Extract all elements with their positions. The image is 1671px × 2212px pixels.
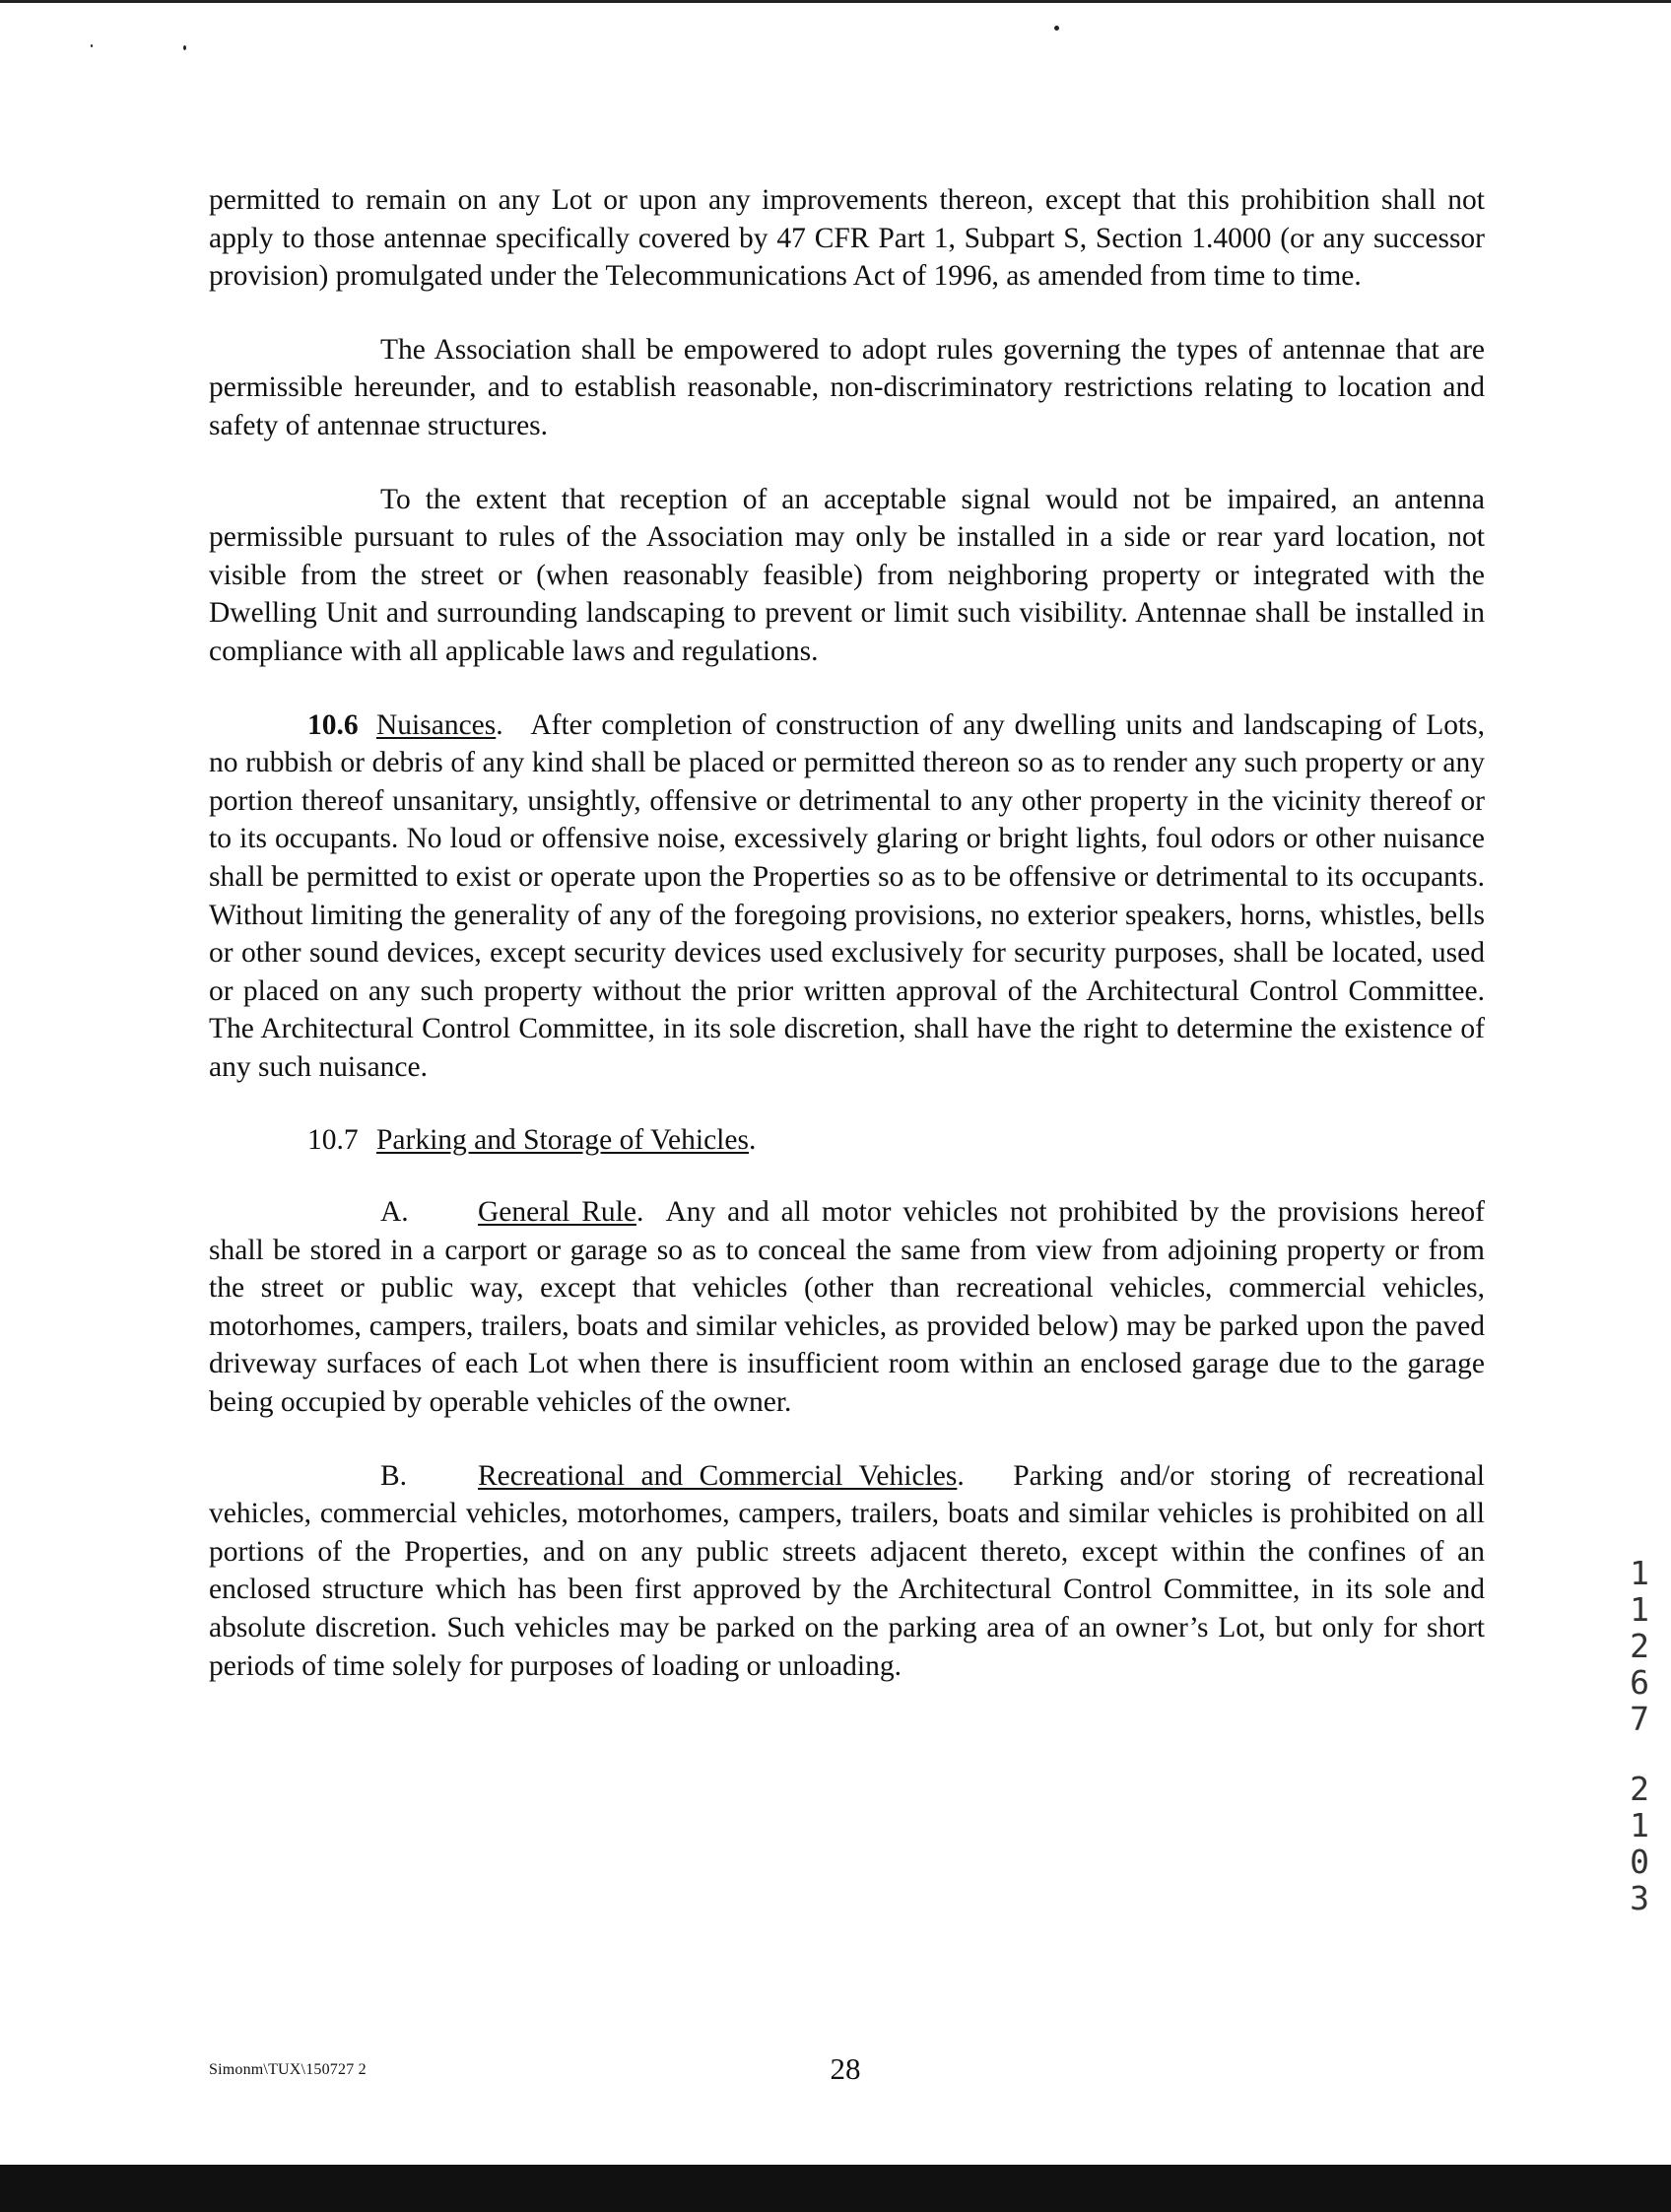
stamp-digit: 1 — [1630, 1806, 1649, 1844]
stamp-digit: 1 — [1630, 1554, 1649, 1592]
side-stamp-number — [1620, 1555, 1659, 1916]
stamp-digit: 3 — [1630, 1879, 1649, 1917]
stamp-digit: 7 — [1630, 1700, 1649, 1738]
section-body: After completion of construction of any dwelling units and landscaping of Lots, no rubbish or debris of any kind shall be placed or permitted thereon so as to render any such property or any portion thereof unsanitary, unsightly, offensive or detrimental to any other property in the vicinity thereof or to its occupants. No loud or offensive noise, excessively glaring or bright lights, foul odors or other nuisance shall be permitted to exist or operate upon the Properties so as to be offensive or detrimental to its occupants. Without limiting the generality of any of the foregoing provisions, no exterior speakers, horns, whistles, bells or other sound devices, except security devices used exclusively for security purposes, shall be located, used or placed on any such property without the prior written approval of the Architectural Control Committee. The Architectural Control Committee, in its sole discretion, shall have the right to determine the existence of any such nuisance. — [209, 708, 1486, 1083]
subsection-letter: B. — [380, 1459, 408, 1492]
section-title: Nuisances — [376, 708, 497, 741]
page-number: 28 — [830, 2051, 861, 2086]
stamp-digit: 2 — [1630, 1627, 1649, 1665]
section-title: Parking and Storage of Vehicles — [376, 1124, 749, 1157]
paragraph-association-rules: The Association shall be empowered to adopt rules governing the types of antennae that are permissible hereunder, and to establish reasonable, non-discriminatory restrictions relating to location and safety of antennae structures. — [209, 333, 1485, 441]
subsection-a: A. General Rule. Any and all motor vehicles not prohibited by the provisions hereof shall be stored in a carport or garage so as to conceal the same from view from adjoining property or from the street or public way, except that vehicles (other than recreational vehicles, commercial vehicles, motorhomes, campers, trailers, boats and similar vehicles, as provided below) may be parked upon the paved driveway surfaces of each Lot when there is insufficient room within an enclosed garage due to the garage being occupied by operable vehicles of the owner. — [209, 1193, 1485, 1422]
subsection-letter: A. — [380, 1196, 409, 1229]
subsection-b: B. Recreational and Commercial Vehicles. Parking and/or storing of recreational vehicles, commercial vehicles, motorhomes, campers, trailers, boats and similar vehicles is prohibited on all portions of the Properties, and on any public streets adjacent thereto, except within the confines of an enclosed structure which has been first approved by the Architectural Control Committee, in its sole and absolute discretion. Such vehicles may be parked on the parking area of an owner’s Lot, but only for short periods of time solely for purposes of loading or unloading. — [209, 1457, 1485, 1686]
stamp-digit: 1 — [1630, 1590, 1649, 1629]
stamp-digit: 2 — [1630, 1770, 1649, 1808]
stamp-gap — [1620, 1737, 1659, 1771]
subsection-title: General Rule — [478, 1196, 636, 1229]
section-number: 10.6 — [307, 708, 359, 741]
scan-bottom-edge — [0, 2165, 1671, 2212]
scan-top-edge — [0, 0, 1671, 3]
scan-speck — [183, 45, 186, 50]
paragraph-antenna-placement: To the extent that reception of an acceptable signal would not be impaired, an antenna permissible pursuant to rules of the Association may only be installed in a side or rear yard location, not visible from the street or (when reasonably feasible) from neighboring property or integrated with the Dwelling Unit and surrounding landscaping to prevent or limit such visibility. Antennae shall be installed in compliance with all applicable laws and regulations. — [209, 483, 1485, 667]
subsection-body: Any and all motor vehicles not prohibited by the provisions hereof shall be stored in a carport or garage so as to conceal the same from view from adjoining property or from the street or public way, except that vehicles (other than recreational vehicles, commercial vehicles, motorhomes, campers, trailers, boats and similar vehicles, as provided below) may be parked upon the paved driveway surfaces of each Lot when there is insufficient room within an enclosed garage due to the garage being occupied by operable vehicles of the owner. — [209, 1196, 1485, 1419]
subsection-title: Recreational and Commercial Vehicles — [478, 1459, 958, 1492]
stamp-digit: 0 — [1630, 1843, 1649, 1881]
stamp-digit: 6 — [1630, 1663, 1649, 1702]
subsection-body: Parking and/or storing of recreational vehicles, commercial vehicles, motorhomes, campers, trailers, boats and similar vehicles is prohibited on all portions of the Properties, and on any public streets adjacent thereto, except within the confines of an enclosed structure which has been first approved by the Architectural Control Committee, in its sole and absolute discretion. Such vehicles may be parked on the parking area of an owner’s Lot, but only for short periods of time solely for purposes of loading or unloading. — [209, 1459, 1485, 1682]
document-body — [209, 181, 1485, 1720]
scan-speck — [91, 44, 93, 47]
paragraph-antennae-exception: permitted to remain on any Lot or upon any improvements thereon, except that this prohibition shall not apply to those antennae specifically covered by 47 CFR Part 1, Subpart S, Section 1.4000 (or any successor provision) promulgated under the Telecommunications Act of 1996, as amended from time to time. — [209, 184, 1485, 293]
footer-document-id: Simonm\TUX\150727 2 — [209, 2061, 367, 2078]
section-number: 10.7 — [307, 1124, 359, 1157]
scan-speck — [1054, 26, 1059, 31]
section-10-6: 10.6 Nuisances. After completion of construction of any dwelling units and landscaping of Lots, no rubbish or debris of any kind shall be placed or permitted thereon so as to render any such property or any portion thereof unsanitary, unsightly, offensive or detrimental to any other property in the vicinity thereof or to its occupants. No loud or offensive noise, excessively glaring or bright lights, foul odors or other nuisance shall be permitted to exist or operate upon the Properties so as to be offensive or detrimental to its occupants. Without limiting the generality of any of the foregoing provisions, no exterior speakers, horns, whistles, bells or other sound devices, except security devices used exclusively for security purposes, shall be located, used or placed on any such property without the prior written approval of the Architectural Control Committee. The Architectural Control Committee, in its sole discretion, shall have the right to determine the existence of any such nuisance. — [209, 706, 1485, 1087]
section-10-7-heading: 10.7 Parking and Storage of Vehicles. — [209, 1121, 1485, 1160]
